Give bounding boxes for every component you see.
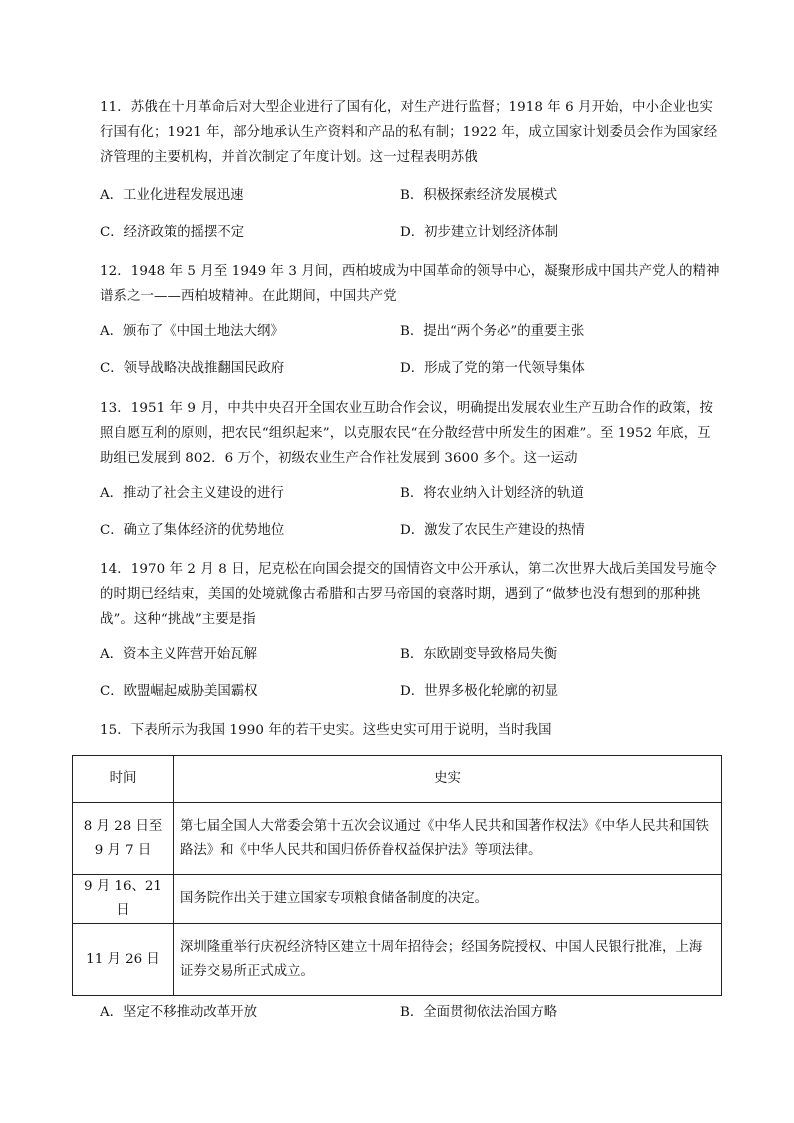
question-15-option-b: B．全面贯彻依法治国方略 bbox=[400, 1005, 558, 1020]
question-12-option-a: A．颁布了《中国土地法大纲》 bbox=[100, 324, 284, 339]
question-14-option-d: D．世界多极化轮廓的初显 bbox=[400, 684, 559, 699]
question-12-option-c: C．领导战略决战推翻国民政府 bbox=[100, 361, 285, 376]
question-11-option-d: D．初步建立计划经济体制 bbox=[400, 225, 559, 240]
table-row bbox=[73, 803, 722, 875]
question-14-option-b: B．东欧剧变导致格局失衡 bbox=[400, 647, 558, 662]
question-14-stem: 14．1970 年 2 月 8 日，尼克松在向国会提交的国情咨文中公开承认，第二次世界大战后美国发号施令的时期已经结束，美国的处境就像古希腊和古罗马帝国的衰落时期，遇到了“做梦也没有想到的那种挑战”。这种“挑战”主要是指 bbox=[100, 562, 717, 627]
question-13-option-b: B．将农业纳入计划经济的轨道 bbox=[400, 486, 584, 501]
question-15-stem: 15．下表所示为我国 1990 年的若干史实。这些史实可用于说明，当时我国 bbox=[100, 723, 552, 738]
table-row bbox=[73, 924, 722, 996]
question-11-option-b: B．积极探索经济发展模式 bbox=[400, 188, 558, 203]
question-13-option-a: A．推动了社会主义建设的进行 bbox=[100, 486, 284, 501]
table-header-time: 时间 bbox=[73, 756, 174, 803]
table-header-facts: 史实 bbox=[174, 756, 722, 803]
question-13-stem: 13．1951 年 9 月，中共中央召开全国农业互助合作会议，明确提出发展农业生产互助合作的政策，按照自愿互利的原则，把农民“组织起来”，以克服农民“在分散经营中所发生的困难”。至 1952 年底，互助组已发展到 802．6 万个，初级农业生产合作社发展到 3600 多个。这一运动 bbox=[100, 401, 714, 466]
table-cell-fact: 深圳隆重举行庆祝经济特区建立十周年招待会；经国务院授权、中国人民银行批准，上海证券交易所正式成立。 bbox=[174, 924, 722, 996]
question-11-stem: 11．苏俄在十月革命后对大型企业进行了国有化，对生产进行监督；1918 年 6 月开始，中小企业也实行国有化；1921 年，部分地承认生产资料和产品的私有制；1922 年，成立国家计划委员会作为国家经济管理的主要机构，并首次制定了年度计划。这一过程表明苏俄 bbox=[100, 100, 718, 165]
question-13-option-c: C．确立了集体经济的优势地位 bbox=[100, 523, 285, 538]
question-12-option-d: D．形成了党的第一代领导集体 bbox=[400, 361, 585, 376]
table-cell-time: 8 月 28 日至 9 月 7 日 bbox=[73, 803, 174, 875]
question-11-option-c: C．经济政策的摇摆不定 bbox=[100, 225, 245, 240]
question-14-option-a: A．资本主义阵营开始瓦解 bbox=[100, 647, 257, 662]
question-15-option-a: A．坚定不移推动改革开放 bbox=[100, 1005, 257, 1020]
question-14-option-c: C．欧盟崛起威胁美国霸权 bbox=[100, 684, 258, 699]
question-13-option-d: D．激发了农民生产建设的热情 bbox=[400, 523, 585, 538]
question-12-option-b: B．提出“两个务必”的重要主张 bbox=[400, 324, 585, 339]
table-header-row bbox=[73, 756, 722, 803]
question-11-option-a: A．工业化进程发展迅速 bbox=[100, 188, 244, 203]
question-12-stem: 12．1948 年 5 月至 1949 年 3 月间，西柏坡成为中国革命的领导中心，凝聚形成中国共产党人的精神谱系之一——西柏坡精神。在此期间，中国共产党 bbox=[100, 264, 720, 304]
table-cell-fact: 第七届全国人大常委会第十五次会议通过《中华人民共和国著作权法》《中华人民共和国铁路法》和《中华人民共和国归侨侨眷权益保护法》等项法律。 bbox=[174, 803, 722, 875]
table-cell-time: 11 月 26 日 bbox=[73, 924, 174, 996]
table-cell-time: 9 月 16、21 日 bbox=[73, 875, 174, 924]
table-row bbox=[73, 875, 722, 924]
table-cell-fact: 国务院作出关于建立国家专项粮食储备制度的决定。 bbox=[174, 875, 722, 924]
history-facts-table bbox=[72, 755, 722, 996]
